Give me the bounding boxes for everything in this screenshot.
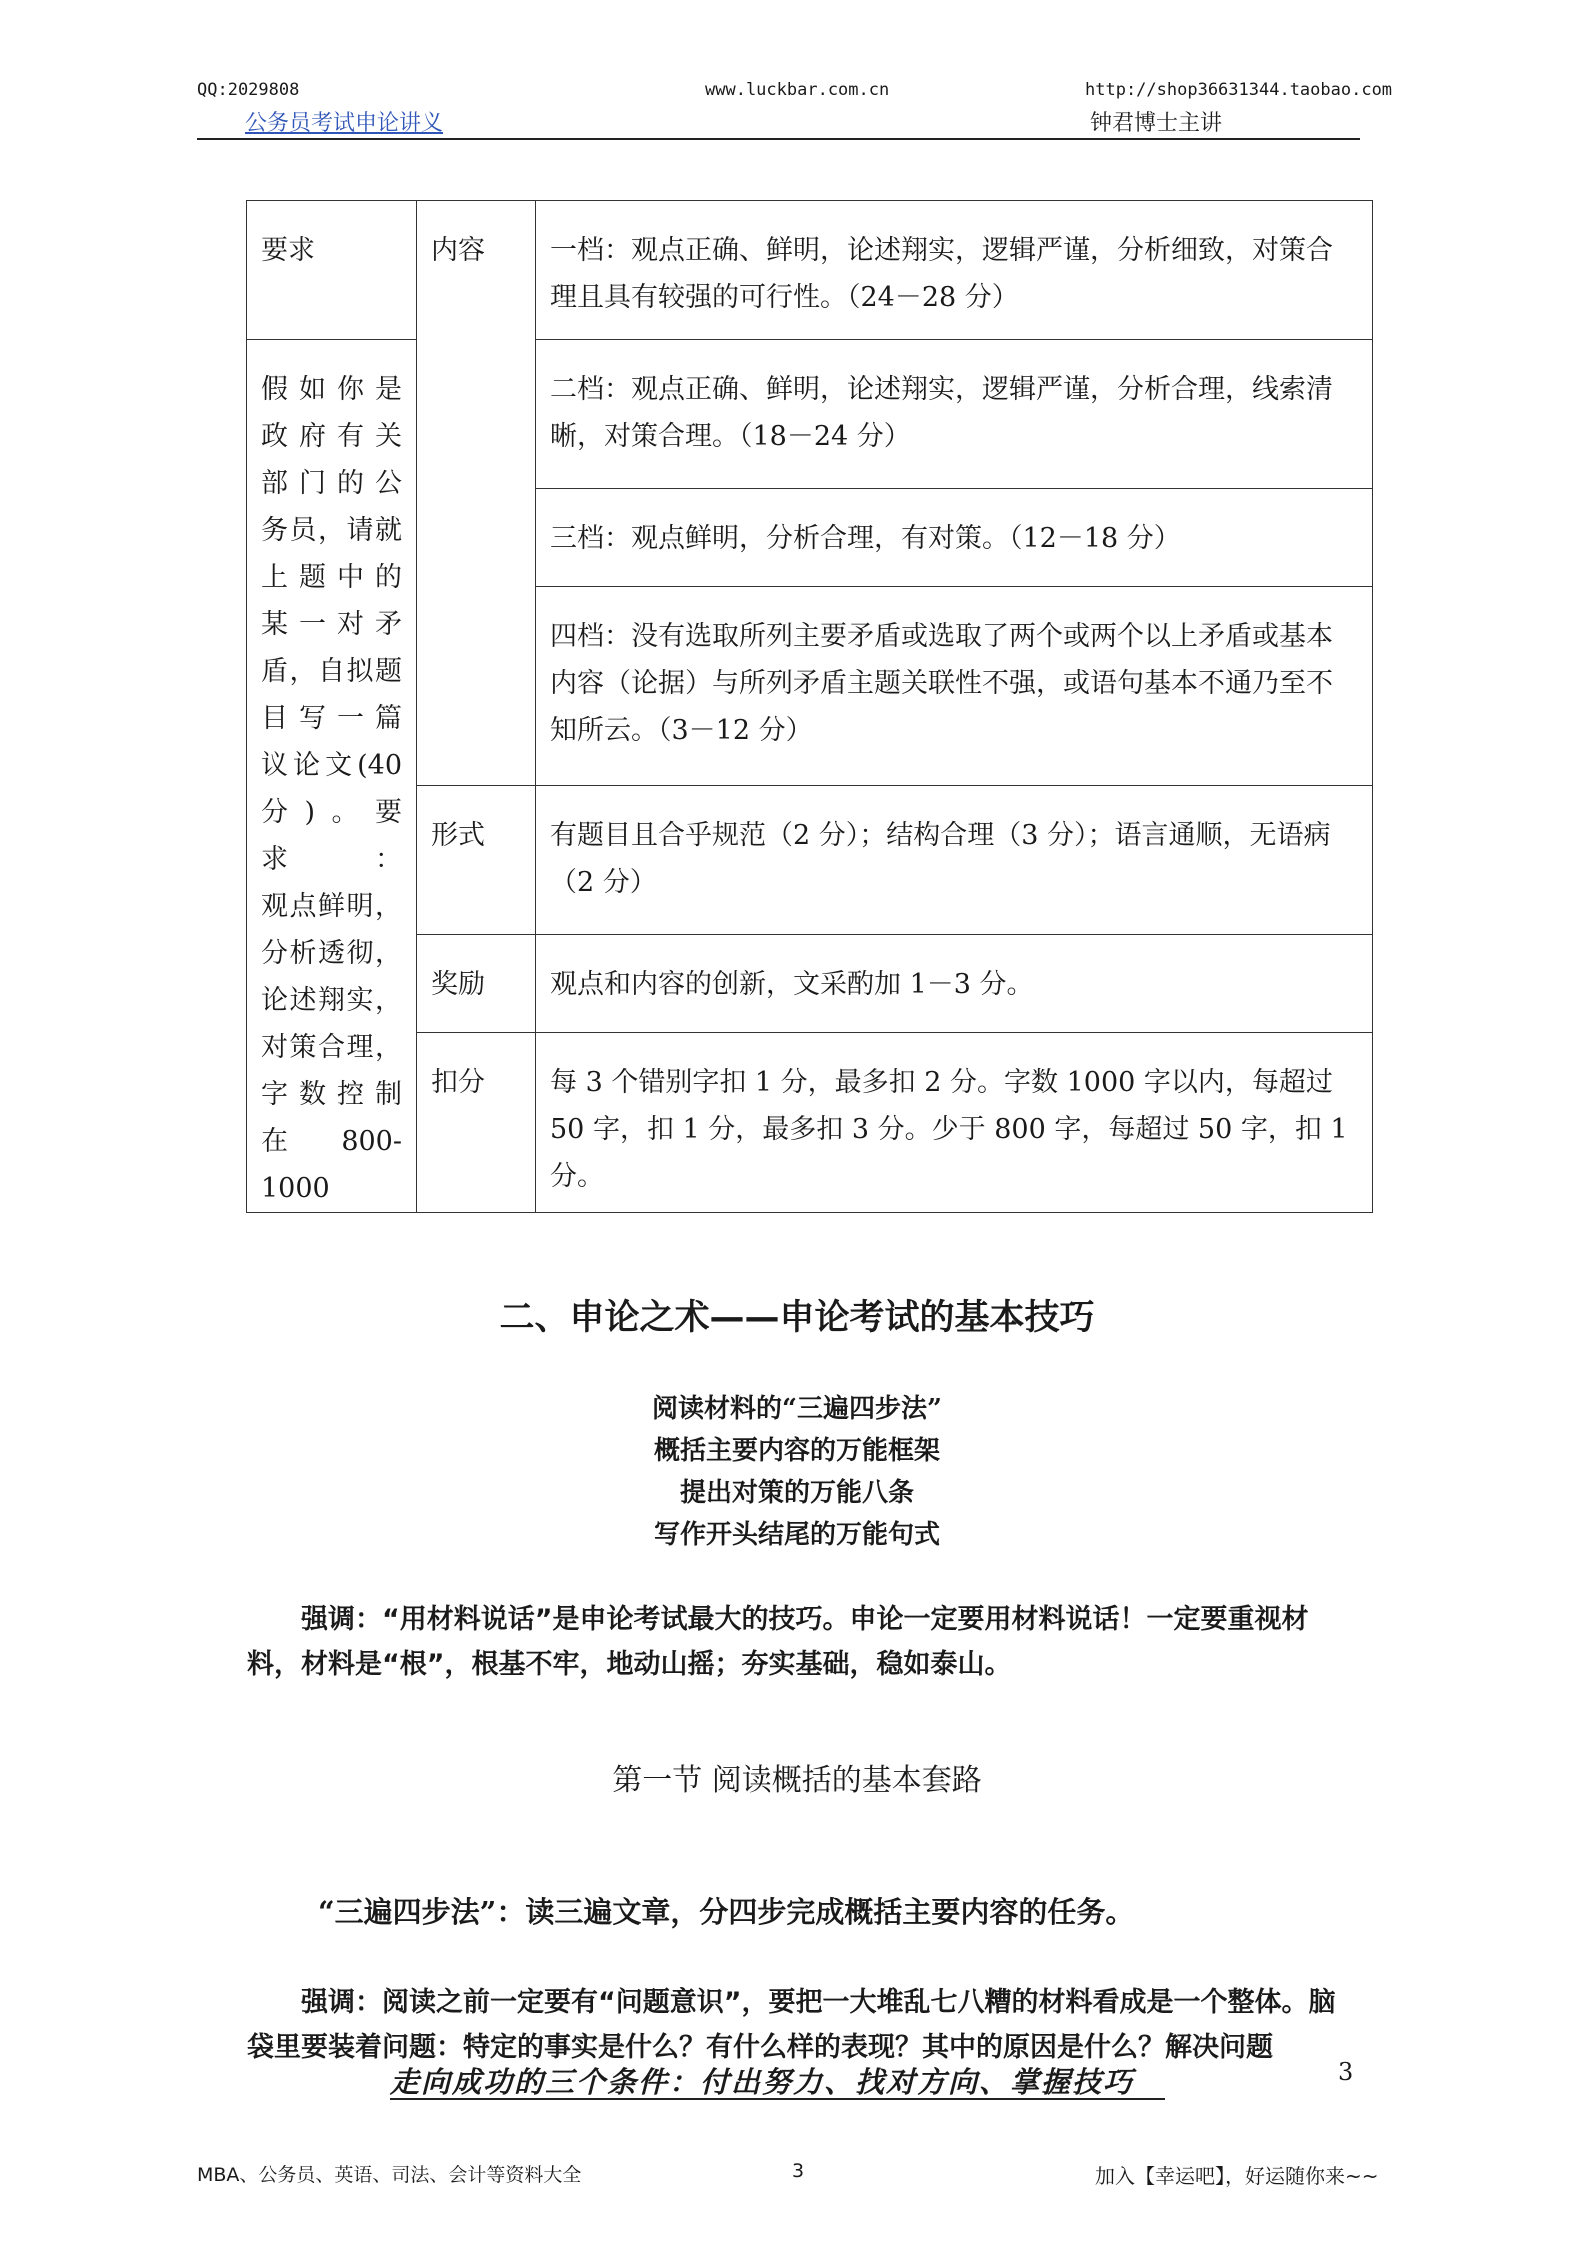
form-cell [536, 786, 1373, 935]
req-line: 假 如 你 是 [261, 374, 402, 405]
subsection-title: 第一节 阅读概括的基本套路 [612, 1763, 982, 1798]
grade2-text: 二档：观点正确、鲜明，论述翔实，逻辑严谨，分析合理，线索清晰，对策合理。（18－24 分） [550, 374, 1333, 452]
req-line: 政 府 有 关 [261, 421, 402, 452]
table-row [247, 340, 1373, 489]
req-header-cell [247, 201, 417, 340]
req-line: 对策合理， [261, 1032, 402, 1063]
req-line: 观点鲜明， [261, 891, 402, 922]
deduct-label: 扣分 [431, 1067, 485, 1099]
grade2-cell [536, 340, 1373, 489]
req-line: 在800-1000 [261, 1126, 402, 1204]
form-text: 有题目且合乎规范（2 分）；结构合理（3 分）；语言通顺，无语病（2 分） [550, 820, 1331, 899]
deduct-cell [536, 1033, 1373, 1213]
req-line: 上 题 中 的 [261, 562, 402, 593]
deduct-text: 每 3 个错别字扣 1 分，最多扣 2 分。字数 1000 字以内，每超过 50 字，扣 1 分，最多扣 3 分。少于 800 字，每超过 50 字，扣 1 分。 [550, 1067, 1348, 1193]
header-qq: QQ:2029808 [197, 80, 300, 100]
header-divider [197, 138, 1360, 140]
header-doc-title[interactable]: 公务员考试申论讲义 [245, 111, 444, 136]
content-label: 内容 [431, 235, 485, 266]
method-item: 概括主要内容的万能框架 [653, 1436, 940, 1466]
method-item: 写作开头结尾的万能句式 [653, 1520, 940, 1550]
grade4-cell [536, 587, 1373, 786]
table-row [247, 201, 1373, 340]
req-line: 分)。要求： [261, 797, 402, 875]
method-item: 阅读材料的“三遍四步法” [652, 1394, 942, 1424]
footer-motto: 走向成功的三个条件：付出努力、找对方向、掌握技巧 [390, 2065, 1135, 2099]
form-label-cell [417, 786, 536, 935]
req-line: 分析透彻， [261, 938, 402, 969]
req-header: 要求 [261, 235, 315, 266]
method-item: 提出对策的万能八条 [679, 1478, 914, 1508]
emphasis-paragraph-2: 强调：阅读之前一定要有“问题意识”，要把一大堆乱七八糟的材料看成是一个整体。脑袋里要装着问题：特定的事实是什么？有什么样的表现？其中的原因是什么？解决问题 [247, 1987, 1336, 2063]
section-title: 二、申论之术——申论考试的基本技巧 [499, 1298, 1095, 1338]
req-body [247, 340, 416, 1212]
reward-text: 观点和内容的创新，文采酌加 1－3 分。 [550, 968, 1034, 1000]
req-body-cell [247, 340, 417, 1213]
footer-left: MBA、公务员、英语、司法、会计等资料大全 [197, 2164, 582, 2186]
header-shop-url[interactable]: http://shop36631344.taobao.com [1085, 80, 1393, 100]
footer-page-number: 3 [792, 2160, 805, 2182]
req-line: 某 一 对 矛 [261, 609, 402, 640]
header-website[interactable]: www.luckbar.com.cn [705, 80, 890, 100]
req-line: 字 数 控 制 [261, 1079, 402, 1110]
emphasis-paragraph: 强调：“用材料说话”是申论考试最大的技巧。申论一定要用材料说话！一定要重视材料，材料是“根”，根基不牢，地动山摇；夯实基础，稳如泰山。 [247, 1604, 1309, 1680]
req-line: 盾，自拟题 [261, 656, 402, 687]
grade1-text: 一档：观点正确、鲜明，论述翔实，逻辑严谨，分析细致，对策合理且具有较强的可行性。（24－28 分） [550, 235, 1333, 313]
three-four-method: “三遍四步法”：读三遍文章，分四步完成概括主要内容的任务。 [318, 1895, 1135, 1929]
content-label-cell [417, 201, 536, 786]
grade3-cell [536, 488, 1373, 586]
form-label: 形式 [431, 820, 485, 852]
reward-label-cell [417, 934, 536, 1032]
deduct-label-cell [417, 1033, 536, 1213]
motto-underline [390, 2098, 1165, 2100]
grade1-cell [536, 201, 1373, 340]
header-lecturer: 钟君博士主讲 [1090, 111, 1223, 136]
reward-label: 奖励 [431, 968, 485, 1000]
req-line: 部 门 的 公 [261, 468, 402, 499]
grade4-text: 四档：没有选取所列主要矛盾或选取了两个或两个以上矛盾或基本内容（论据）与所列矛盾主题关联性不强，或语句基本不通乃至不知所云。（3－12 分） [550, 621, 1333, 747]
page-number-corner: 3 [1338, 2058, 1354, 2086]
req-line: 议论文(40 [261, 750, 402, 781]
req-line: 目 写 一 篇 [261, 703, 402, 734]
footer-right: 加入【幸运吧】，好运随你来~~ [1095, 2164, 1379, 2188]
req-line: 论述翔实， [261, 985, 402, 1016]
reward-cell [536, 934, 1373, 1032]
grade3-text: 三档：观点鲜明，分析合理，有对策。（12－18 分） [550, 522, 1181, 554]
req-line: 务员，请就 [261, 515, 402, 546]
grading-table [246, 200, 1373, 1213]
